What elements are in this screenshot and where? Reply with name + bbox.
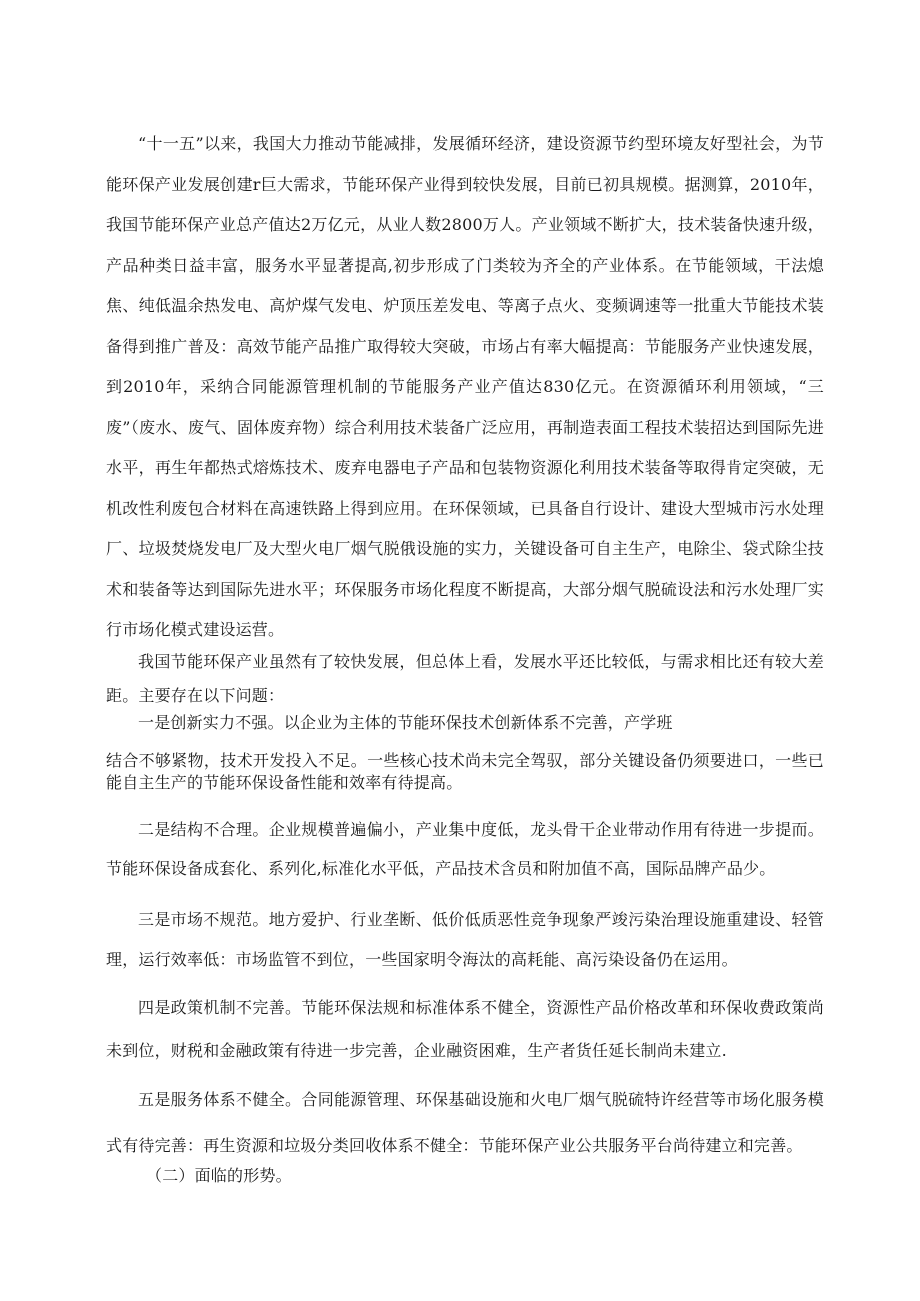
paragraph-problem-5: 五是服务体系不健全。合同能源管理、环保基础设施和火电厂烟气脱硫特许经营等市场化服务模式有待完善：再生资源和垃圾分类回收体系不健全：节能环保产业公共服务平台尚待建立和完善。 xyxy=(106,1090,824,1155)
paragraph-industry-overview: “十一五”以来，我国大力推动节能减排，发展循环经济，建设资源节约型环境友好型社会，为节能环保产业发展创建r巨大需求，节能环保产业得到较快发展，目前已初具规模。据测算，2010年，我国节能环保产业总产值达2万亿元，从业人数2800万人。产业领域不断扩大，技术装备快速升级，产品种类日益丰富，服务水平显著提高,初步形成了门类较为齐全的产业体系。在节能领域，干法熄焦、纯低温余热发电、高炉煤气发电、炉顶压差发电、等离子点火、变频调速等一批重大节能技术装备得到推广普及：高效节能产品推广取得较大突破，市场占有率大幅提高：节能服务产业快速发展，到2010年，采纳合同能源管理机制的节能服务产业产值达830亿元。在资源循环利用领域，“三废”（废水、废气、固体废弃物）综合利用技术装备广泛应用，再制造表面工程技术装招达到国际先进水平，再生年都热式熔炼技术、废弃电器电子产品和包装物资源化利用技术装备等取得肯定突破，无机改性利废包合材料在高速铁路上得到应用。在环保领域，已具备自行设计、建设大型城市污水处理厂、垃圾焚烧发电厂及大型火电厂烟气脱俄设施的实力，关键设备可自主生产，电除尘、袋式除尘技术和装备等达到国际先进水平；环保服务市场化程度不断提高，大部分烟气脱硫设法和污水处理厂实行市场化模式建设运营。 xyxy=(106,134,824,639)
paragraph-problems-intro: 我国节能环保产业虽然有了较快发展，但总体上看，发展水平还比较低，与需求相比还有较大差距。主要存在以下问题： xyxy=(106,652,824,705)
section-heading-situation: （二）面临的形势。 xyxy=(146,1166,292,1185)
paragraph-problem-4: 四是政策机制不完善。节能环保法规和标准体系不健全，资源性产品价格改革和环保收费政策尚未到位，财税和金融政策有待进一步完善，企业融资困难，生产者货任延长制尚未建立. xyxy=(106,998,824,1060)
paragraph-problem-3: 三是市场不规范。地方爱护、行业垄断、低价低质恶性竞争现象严竣污染治理设施重建设、轻管理，运行效率低：市场监管不到位，一些国家明令海汰的高耗能、高污染设备仍在运用。 xyxy=(106,910,824,969)
paragraph-problem-1-continued: 结合不够紧物，技术开发投入不足。一些核心技术尚未完全驾驭，部分关键设备仍须要进口，一些已能自主生产的节能环保设备性能和效率有待提高。 xyxy=(106,751,824,792)
paragraph-problem-2: 二是结构不合理。企业规模普遍偏小，产业集中度低，龙头骨干企业带动作用有待进一步提而。节能环保设备成套化、系列化,标准化水平低，产品技术含员和附加值不高，国际品牌产品少。 xyxy=(106,820,824,878)
paragraph-problem-1-start: 一是创新实力不强。以企业为主体的节能环保技术创新体系不完善，产学班 xyxy=(138,713,673,732)
